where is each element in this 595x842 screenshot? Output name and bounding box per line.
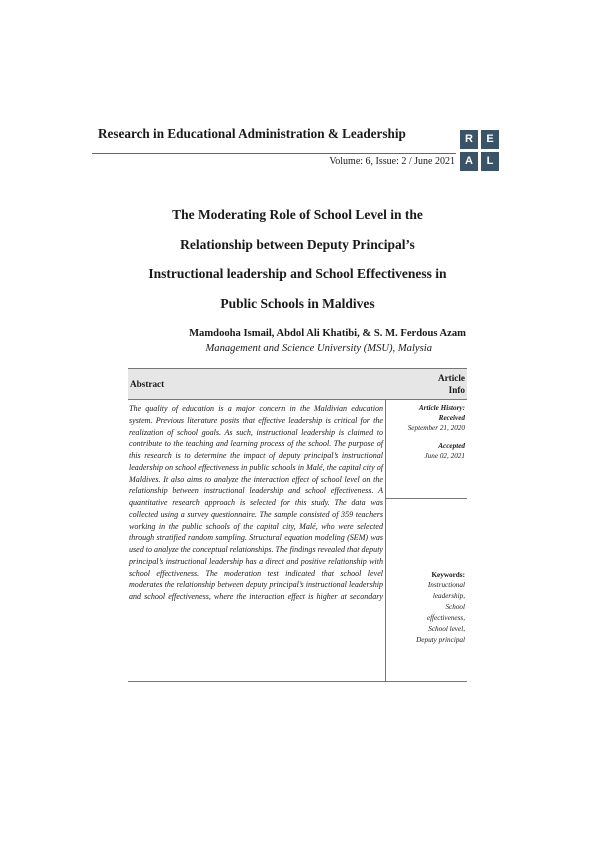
article-info-column [386,400,467,681]
keywords-text: Instructional leadership, School effectiveness, School level, Deputy principal [416,581,465,644]
table-header [128,369,467,400]
paper-title [110,200,485,318]
title-line: Instructional leadership and School Effectiveness in [148,266,447,281]
title-line: Public Schools in Maldives [220,295,375,311]
accepted-date: June 02, 2021 [424,452,465,460]
article-history [387,403,465,433]
abstract-column [128,400,386,681]
article-history-section [386,400,467,499]
keywords-section [387,570,465,646]
logo-letter-r: R [460,130,478,149]
article-info-header-line2: Info [448,385,465,395]
journal-title: Research in Educational Administration & Leadership [98,126,406,141]
title-line: The Moderating Role of School Level in the [172,207,423,222]
accepted-info [387,441,465,461]
journal-logo [460,130,500,172]
keywords-label: Keywords: [431,571,465,579]
logo-letter-e: E [481,130,499,149]
title-line: Relationship between Deputy Principal’s [180,236,415,252]
received-date: September 21, 2020 [407,424,465,432]
volume-issue: Volume: 6, Issue: 2 / June 2021 [329,156,455,167]
header-divider [92,153,456,154]
accepted-label: Accepted [438,442,465,450]
article-info-header [405,372,465,396]
table-body [128,400,467,682]
article-info-header-line1: Article [437,373,465,383]
logo-letter-a: A [460,152,478,171]
authors: Mamdooha Ismail, Abdol Ali Khatibi, & S. M. Ferdous Azam [189,328,466,339]
abstract-table [128,368,467,682]
logo-letter-l: L [481,152,499,171]
received-label: Received [438,414,465,422]
abstract-header: Abstract [130,379,165,389]
article-history-label: Article History: [418,404,465,412]
affiliation: Management and Science University (MSU), Malysia [205,343,432,354]
abstract-text: The quality of education is a major concern in the Maldivian education system. Previous literature posits that effective leadership is critical for the realization of school goals. As such, instructional leadership is claimed to contribute to the teaching and learning process of the school. The purpose of this research is to determine the impact of deputy principal’s instructional leadership on school effectiveness in public schools in Malé, the capital city of Maldives. It also aims to analyze the interaction effect of school level on the relationship between instructional leadership and school effectiveness. A quantitative research approach is selected for this study. The data was collected using a survey questionnaire. The sample consisted of 359 teachers working in the public schools of the capital city, Malé, who were selected through stratified random sampling. Structural equation modeling (SEM) was used to analyze the conceptual relationships. The findings revealed that deputy principal’s instructional leadership has a direct and positive relationship with school effectiveness. The moderation test indicated that school level moderates the relationship between deputy principal’s instructional leadership and school effectiveness, where the interaction effect is higher at secondary [129,404,383,601]
